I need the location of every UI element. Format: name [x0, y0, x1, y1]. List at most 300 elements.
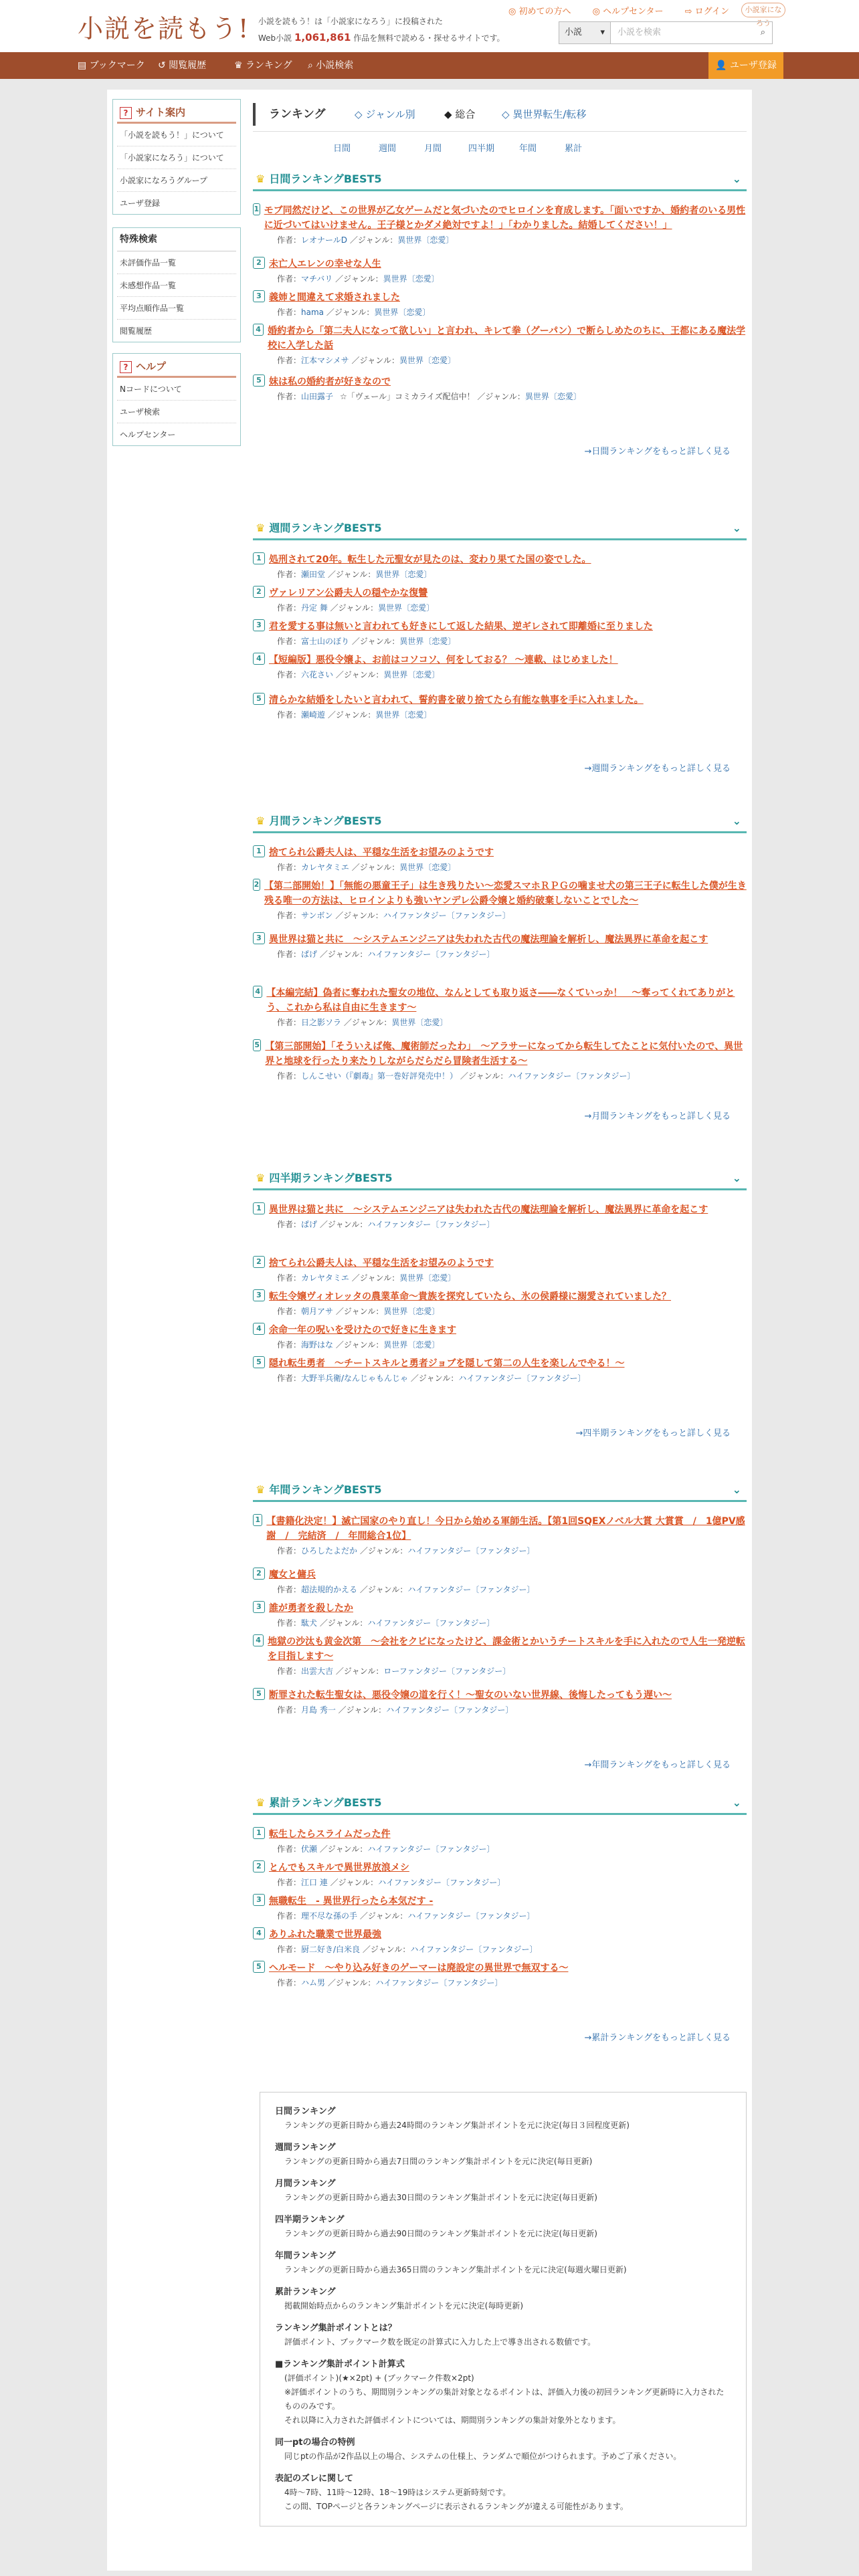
more-ranking-link[interactable]: →日間ランキングをもっと詳しく見る [584, 447, 731, 457]
entry-meta [253, 305, 747, 320]
ranking-entry-second [253, 879, 747, 923]
genre-link[interactable]: 異世界〔恋愛〕 [374, 308, 431, 317]
question-icon: ? [120, 361, 132, 373]
chevron-down-icon[interactable]: ⌄ [732, 815, 741, 827]
crown-icon: ♛ [256, 815, 266, 827]
entry-meta [253, 1069, 747, 1083]
rank-number-badge: 5 [253, 1688, 265, 1700]
sidebar-item-about-yomou[interactable]: 「小説を読もう！」について [117, 124, 236, 146]
chevron-down-icon[interactable]: ⌄ [732, 1172, 741, 1184]
desc-suffix: 作品を無料で読める・探せるサイトです。 [353, 33, 505, 43]
novel-title-link[interactable]: 隠れ転生勇者 ～チートスキルと勇者ジョブを隠して第二の人生を楽しんでやる！～ [269, 1358, 625, 1369]
genre-link[interactable]: ハイファンタジー〔ファンタジー〕 [367, 1220, 495, 1229]
author-link[interactable]: 瀬田堂 [301, 570, 326, 579]
author-link[interactable]: 理不尽な孫の手 [301, 1911, 358, 1921]
author-link[interactable]: カレヤタミエ [301, 1273, 349, 1283]
tab-isekai[interactable] [502, 103, 586, 126]
rank-number-badge: 5 [253, 693, 265, 705]
entry-extra: ☆「ヴェール」コミカライズ配信中！ [340, 392, 475, 401]
rank-number-badge: 1 [253, 1827, 265, 1839]
nav-history-label: 閲覧履歴 [169, 60, 207, 71]
novel-title-link[interactable]: 【第二部開始！】「無能の悪童王子」は生き残りたい～恋愛スマホＲＰＧの噛ませ犬の第三王子に転生した僕が生き残る唯一の方法は、ヒロインよりも強いヤンデレ公爵令嬢と婚約破棄しないことでした～ [264, 881, 747, 906]
search-type-select[interactable] [559, 21, 611, 44]
section-header[interactable] [253, 1168, 747, 1190]
tab-overall-label: 総合 [455, 108, 476, 120]
ranking-entry-second [253, 1568, 747, 1597]
nav-ranking-label: ランキング [246, 60, 292, 71]
search-type-value: 小説 [565, 27, 583, 37]
note-text: ランキングの更新日時から過去24時間のランキング集計ポイントを元に決定(毎日３回程度更新) [284, 2121, 630, 2130]
author-link[interactable]: 六花さい [301, 670, 334, 679]
author-link[interactable]: 丹定 舞 [301, 603, 328, 613]
sidebar-item-group[interactable]: 小説家になろうグループ [117, 169, 236, 192]
diamond-icon: ◇ [355, 108, 363, 120]
ranking-entry-fifth [253, 1039, 747, 1083]
genre-label: ／ジャンル： [359, 1546, 408, 1555]
novel-title-link[interactable]: 妹は私の婚約者が好きなので [269, 377, 391, 387]
novel-title-link[interactable]: 転生したらスライムだった件 [269, 1829, 391, 1840]
tab-weekly[interactable]: 週間 [379, 144, 397, 154]
rank-number-badge: 5 [253, 374, 265, 387]
site-description [258, 13, 505, 46]
nav-bookmark[interactable] [78, 52, 145, 79]
tab-monthly[interactable]: 月間 [424, 144, 442, 154]
login-label: ログイン [694, 7, 730, 17]
entry-meta [253, 708, 747, 722]
novel-title-link[interactable]: 異世界は猫と共に ～システムエンジニアは失われた古代の魔法理論を解析し、魔法異界に革命を起こす [269, 1204, 708, 1215]
nav-ranking[interactable] [234, 52, 292, 79]
bookmark-icon: ▤ [78, 60, 87, 71]
tab-overall[interactable] [444, 103, 475, 126]
genre-label: ／ジャンル： [359, 1911, 408, 1921]
novel-title-link[interactable]: 未亡人エレンの幸せな人生 [269, 259, 381, 270]
entry-meta [253, 1337, 747, 1352]
ranking-section [253, 518, 747, 774]
note-heading: 月間ランキング [275, 2179, 336, 2189]
novel-title-link[interactable]: 誰が勇者を殺したか [269, 1603, 353, 1614]
rank-number-badge: 3 [253, 290, 265, 302]
tab-genre[interactable] [355, 103, 415, 126]
author-link[interactable]: 駄犬 [301, 1618, 318, 1628]
author-link[interactable]: 富士山のぼり [301, 637, 350, 646]
genre-label: ／ジャンル： [335, 670, 384, 679]
entry-meta [253, 1543, 747, 1558]
ranking-entry-first [253, 1827, 747, 1856]
genre-link[interactable]: ハイファンタジー〔ファンタジー〕 [407, 1911, 535, 1921]
novel-title-link[interactable]: 義姉と間違えて求婚されました [269, 292, 400, 303]
genre-link[interactable]: 異世界〔恋愛〕 [378, 603, 435, 613]
ranking-entry-second [253, 1256, 747, 1285]
more-ranking-link[interactable]: →月間ランキングをもっと詳しく見る [584, 1111, 731, 1121]
ranking-entry-third [253, 619, 747, 649]
genre-label: ／ジャンル： [335, 1667, 384, 1676]
period-tabs [253, 131, 747, 154]
genre-label: ／ジャンル： [351, 1273, 400, 1283]
genre-link[interactable]: 異世界〔恋愛〕 [383, 274, 440, 284]
entry-meta [253, 667, 747, 682]
genre-link[interactable]: ハイファンタジー〔ファンタジー〕 [367, 1844, 495, 1854]
ranking-entry-third [253, 290, 747, 320]
author-link[interactable]: 厨二好き/白米良 [301, 1945, 361, 1954]
sidebar-help-title: ヘルプ [136, 360, 167, 372]
note-heading: 同一ptの場合の特例 [275, 2438, 355, 2448]
genre-link[interactable]: 異世界〔恋愛〕 [399, 1273, 456, 1283]
author-label: 作者： [277, 274, 302, 284]
author-link[interactable]: ひろしたよだか [301, 1546, 358, 1555]
author-link[interactable]: ハム男 [301, 1978, 326, 1988]
genre-link[interactable]: 異世界〔恋愛〕 [391, 1018, 448, 1027]
rank-number-badge: 3 [253, 1601, 265, 1613]
genre-label: ／ジャンル： [326, 308, 375, 317]
entry-meta [253, 1664, 747, 1679]
author-label: 作者： [277, 863, 302, 872]
section-title: 四半期ランキングBEST5 [269, 1172, 393, 1184]
author-label: 作者： [277, 1018, 302, 1027]
author-link[interactable]: 月島 秀一 [301, 1705, 336, 1715]
rank-number-badge: 1 [253, 845, 265, 857]
author-link[interactable]: 日之影ソラ [301, 1018, 342, 1027]
diamond-filled-icon: ◆ [444, 108, 452, 120]
genre-link[interactable]: ハイファンタジー〔ファンタジー〕 [410, 1945, 538, 1954]
author-label: 作者： [277, 710, 302, 720]
sidebar-item-unreviewed[interactable]: 未感想作品一覧 [117, 274, 236, 297]
rank-number-badge: 2 [253, 1256, 265, 1268]
chevron-down-icon[interactable]: ⌄ [732, 1483, 741, 1496]
rank-number-badge: 4 [253, 324, 264, 336]
novel-title-link[interactable]: 【本編完結】偽者に奪われた聖女の地位、なんとしても取り返さ――なくていっか！ ～奪ってくれてありがとう、これから私は自由に生きます～ [266, 988, 735, 1013]
rank-number-badge: 2 [253, 586, 265, 598]
genre-label: ／ジャンル： [327, 570, 376, 579]
novel-title-link[interactable]: 魔女と傭兵 [269, 1570, 316, 1580]
novel-title-link[interactable]: 君を愛する事は無いと言われても好きにして返した結果、逆ギレされて即離婚に至りました [269, 621, 653, 632]
genre-link[interactable]: ハイファンタジー〔ファンタジー〕 [378, 1878, 506, 1887]
novel-title-link[interactable]: ありふれた職業で世界最強 [269, 1929, 381, 1940]
note-heading: 表記のズレに関して [275, 2474, 354, 2484]
genre-label: ／ジャンル： [362, 1945, 411, 1954]
genre-label: ／ジャンル： [477, 392, 525, 401]
author-label: 作者： [277, 570, 302, 579]
narou-badge[interactable]: 小説家になろう [741, 3, 785, 17]
rank-number-badge: 1 [253, 552, 265, 564]
help-center-link[interactable]: ◎ ヘルプセンター [592, 7, 664, 17]
more-ranking-link[interactable]: →累計ランキングをもっと詳しく見る [584, 2033, 731, 2043]
user-register-button[interactable] [708, 52, 783, 79]
rank-number-badge: 4 [253, 1634, 264, 1646]
genre-label: ／ジャンル： [343, 1018, 392, 1027]
tab-total[interactable]: 累計 [565, 144, 583, 154]
rank-number-badge: 4 [253, 653, 265, 665]
genre-link[interactable]: 異世界〔恋愛〕 [397, 235, 454, 245]
ranking-entry-fifth [253, 693, 747, 722]
rank-number-badge: 1 [253, 1514, 262, 1526]
genre-label: ／ジャンル： [460, 1071, 508, 1081]
novel-title-link[interactable]: 清らかな結婚をしたいと言われて、誓約書を破り捨てたら有能な執事を手に入れました。 [269, 695, 644, 706]
genre-label: ／ジャンル： [338, 1705, 387, 1715]
author-link[interactable]: 海野はな [301, 1340, 334, 1350]
author-label: 作者： [277, 911, 302, 920]
sidebar-item-average[interactable]: 平均点順作品一覧 [117, 297, 236, 320]
ranking-section [253, 1168, 747, 1438]
author-label: 作者： [277, 1844, 302, 1854]
genre-link[interactable]: ハイファンタジー〔ファンタジー〕 [386, 1705, 514, 1715]
novel-title-link[interactable]: 転生令嬢ヴィオレッタの農業革命～貴族を探究していたら、氷の侯爵様に溺愛されていました？ [269, 1291, 672, 1302]
sidebar-item-about-narou[interactable]: 「小説家になろう」について [117, 146, 236, 169]
crown-icon: ♛ [256, 1483, 266, 1496]
crown-icon: ♛ [256, 522, 266, 534]
genre-link[interactable]: ハイファンタジー〔ファンタジー〕 [407, 1585, 535, 1594]
rank-number-badge: 1 [253, 1202, 265, 1214]
nav-history[interactable] [158, 52, 206, 79]
site-logo[interactable]: 小説を読もう! [78, 14, 250, 43]
genre-link[interactable]: 異世界〔恋愛〕 [383, 670, 440, 679]
author-link[interactable]: サンボン [301, 911, 333, 920]
ranking-entry-fourth [253, 653, 747, 682]
genre-link[interactable]: 異世界〔恋愛〕 [375, 570, 432, 579]
author-link[interactable]: ぱげ [301, 1220, 318, 1229]
entry-meta [253, 233, 747, 247]
author-link[interactable]: マチバリ [301, 274, 333, 284]
section-title: 累計ランキングBEST5 [269, 1796, 382, 1809]
novel-title-link[interactable]: ヘルモード ～やり込み好きのゲーマーは廃設定の異世界で無双する～ [269, 1963, 569, 1973]
novel-title-link[interactable]: 【短編版】悪役令嬢よ、お前はコソコソ、何をしておる？ ～連載、はじめました！ [269, 655, 618, 665]
work-count: 1,061,861 [294, 31, 351, 43]
crown-icon: ♛ [256, 1172, 266, 1184]
novel-title-link[interactable]: 地獄の沙汰も黄金次第 ～会社をクビになったけど、課金術とかいうチートスキルを手に入れたので人生一発逆転を目指します～ [268, 1636, 745, 1662]
note-text: 掲載開始時点からのランキング集計ポイントを元に決定(毎時更新) [284, 2301, 524, 2311]
genre-label: ／ジャンル： [327, 710, 376, 720]
entry-meta [253, 1616, 747, 1630]
genre-link[interactable]: 異世界〔恋愛〕 [524, 392, 581, 401]
novel-title-link[interactable]: 【書籍化決定！】滅亡国家のやり直し！今日から始める軍師生活。【第1回SQEXノベル大賞 大賞賞 / 1億PV感謝 / 完結済 / 年間総合1位】 [266, 1516, 745, 1541]
rank-number-badge: 2 [253, 879, 260, 891]
author-link[interactable]: 大野半兵衛/なんじゃもんじゃ [301, 1374, 409, 1383]
novel-title-link[interactable]: 捨てられ公爵夫人は、平穏な生活をお望みのようです [269, 1258, 494, 1269]
novel-title-link[interactable]: とんでもスキルで異世界放浪メシ [269, 1862, 409, 1873]
note-heading: ■ランキング集計ポイント計算式 [275, 2359, 405, 2369]
genre-label: ／ジャンル： [359, 1585, 408, 1594]
note-text: 同じptの作品が2作品以上の場合、システムの仕様上、ランダムで順位がつけられます。予めご了承ください。 [284, 2452, 682, 2461]
author-link[interactable]: 超法規的かえる [301, 1585, 358, 1594]
ranking-entry-fifth [253, 1356, 747, 1386]
chevron-down-icon: ▾ [600, 27, 605, 37]
ranking-entry-fourth [253, 1323, 747, 1352]
genre-link[interactable]: 異世界〔恋愛〕 [399, 637, 456, 646]
author-link[interactable]: ぱげ [301, 950, 318, 959]
genre-link[interactable]: 異世界〔恋愛〕 [375, 710, 432, 720]
note-heading: 累計ランキング [275, 2287, 336, 2297]
crown-icon: ♛ [234, 60, 243, 71]
search-input[interactable] [611, 21, 773, 44]
entry-meta [253, 353, 747, 368]
rank-number-badge: 2 [253, 257, 265, 269]
genre-label: ／ジャンル： [335, 274, 383, 284]
entry-meta [253, 1371, 747, 1386]
ranking-section [253, 811, 747, 1121]
note-text: 4時〜7時、11時〜12時、18〜19時はシステム更新時刻です。 この間、TOPページと各ランキングページに表示されるランキングが違える可能性があります。 [284, 2488, 628, 2511]
genre-label: ／ジャンル： [410, 1374, 459, 1383]
section-header[interactable] [253, 1792, 747, 1815]
author-label: 作者： [277, 1273, 302, 1283]
rank-number-badge: 4 [253, 1323, 265, 1335]
sidebar-item-user-search[interactable]: ユーザ検索 [117, 401, 236, 423]
entry-meta [253, 634, 747, 649]
author-link[interactable]: 朝月アサ [301, 1307, 334, 1316]
entry-meta [253, 1582, 747, 1597]
sidebar-special [112, 227, 241, 342]
section-header[interactable] [253, 811, 747, 833]
section-title: 年間ランキングBEST5 [269, 1483, 382, 1496]
nav-search-label: 小説検索 [316, 60, 354, 71]
genre-link[interactable]: 異世界〔恋愛〕 [383, 1307, 440, 1316]
note-heading: 四半期ランキング [275, 2215, 345, 2225]
tab-quarterly[interactable]: 四半期 [468, 144, 495, 154]
genre-link[interactable]: ハイファンタジー〔ファンタジー〕 [458, 1374, 586, 1383]
genre-link[interactable]: ハイファンタジー〔ファンタジー〕 [367, 950, 495, 959]
note-heading: 日間ランキング [275, 2107, 336, 2117]
ranking-entry-second [253, 257, 747, 286]
ranking-entry-first [253, 203, 747, 247]
genre-label: ／ジャンル： [351, 637, 400, 646]
tab-daily[interactable]: 日間 [333, 144, 351, 154]
entry-meta [253, 908, 747, 923]
ranking-section [253, 1792, 747, 2043]
rank-number-badge: 1 [253, 203, 260, 215]
entry-meta [253, 1217, 747, 1232]
ranking-entry-third [253, 1289, 747, 1319]
note-text: (評価ポイント)(★×2pt) + (ブックマーク件数×2pt) ※評価ポイントのうち、期間別ランキングの集計対象となるポイントは、評価入力後の初回ランキング更新時に入力されたもののみです。 それ以降に入力された評価ポイントについては、期間別ランキングの集計対象外となります。 [284, 2373, 725, 2425]
ranking-entry-fifth [253, 374, 747, 404]
desc-prefix: Web小説 [258, 33, 292, 43]
novel-title-link[interactable]: 余命一年の呪いを受けたので好きに生きます [269, 1325, 456, 1335]
content-container [107, 90, 752, 2571]
entry-meta [253, 1909, 747, 1923]
rank-number-badge: 2 [253, 1568, 265, 1580]
genre-link[interactable]: 異世界〔恋愛〕 [399, 356, 456, 365]
genre-label: ／ジャンル： [349, 235, 398, 245]
genre-link[interactable]: ハイファンタジー〔ファンタジー〕 [407, 1546, 535, 1555]
novel-title-link[interactable]: 無職転生 - 異世界行ったら本気だす - [269, 1896, 434, 1907]
tab-yearly[interactable]: 年間 [519, 144, 537, 154]
genre-link[interactable]: ローファンタジー〔ファンタジー〕 [383, 1667, 511, 1676]
diamond-icon: ◇ [502, 108, 510, 120]
genre-link[interactable]: ハイファンタジー〔ファンタジー〕 [367, 1618, 495, 1628]
section-header[interactable] [253, 518, 747, 540]
genre-link[interactable]: 異世界〔恋愛〕 [383, 1340, 440, 1350]
chevron-down-icon[interactable]: ⌄ [732, 173, 741, 185]
entry-meta [253, 1975, 747, 1990]
novel-title-link[interactable]: 処刑されて20年。転生した元聖女が見たのは、変わり果てた国の姿でした。 [269, 554, 591, 565]
top-links [508, 4, 748, 17]
ranking-entry-fifth [253, 1688, 747, 1717]
author-label: 作者： [277, 1071, 302, 1081]
genre-label: ／ジャンル： [319, 1618, 368, 1628]
genre-link[interactable]: ハイファンタジー〔ファンタジー〕 [508, 1071, 636, 1081]
chevron-down-icon[interactable]: ⌄ [732, 522, 741, 534]
genre-link[interactable]: 異世界〔恋愛〕 [399, 863, 456, 872]
more-ranking-link[interactable]: →週間ランキングをもっと詳しく見る [584, 764, 731, 774]
more-ranking-link[interactable]: →四半期ランキングをもっと詳しく見る [575, 1428, 731, 1438]
sidebar-item-ncode[interactable]: Nコードについて [117, 378, 236, 401]
author-link[interactable]: 江口 連 [301, 1878, 328, 1887]
author-link[interactable]: 江本マシメサ [301, 356, 349, 365]
author-link[interactable]: 伏瀬 [301, 1844, 318, 1854]
author-link[interactable]: 出雲大吉 [301, 1667, 334, 1676]
author-label: 作者： [277, 1546, 302, 1555]
entry-meta [253, 1842, 747, 1856]
ranking-entry-first [253, 552, 747, 582]
novel-title-link[interactable]: 【第三部開始】「そういえば俺、魔術師だったわ」 ～アラサーになってから転生してたことに気付いたので、異世界と地球を行ったり来たりしながらだらだら冒険者生活する～ [265, 1041, 743, 1067]
entry-meta [253, 947, 747, 962]
more-ranking-link[interactable]: →年間ランキングをもっと詳しく見る [584, 1760, 731, 1770]
author-link[interactable]: しんこせい（『劇毒』第一巻好評発売中！） [301, 1071, 458, 1081]
search-icon[interactable]: ⌕ [760, 27, 765, 37]
sidebar-item-help-center[interactable]: ヘルプセンター [120, 430, 176, 439]
author-link[interactable]: レオナールD [301, 235, 348, 245]
first-time-link[interactable]: ◎ 初めての方へ [508, 7, 571, 17]
novel-title-link[interactable]: 異世界は猫と共に ～システムエンジニアは失われた古代の魔法理論を解析し、魔法異界に革命を起こす [269, 934, 708, 945]
author-link[interactable]: hama [301, 308, 324, 317]
author-link[interactable]: カレヤタミエ [301, 863, 349, 872]
crown-icon: ♛ [256, 1796, 266, 1809]
sidebar-item-unrated[interactable]: 未評価作品一覧 [117, 251, 236, 274]
genre-link[interactable]: ハイファンタジー〔ファンタジー〕 [383, 911, 510, 920]
rank-number-badge: 5 [253, 1039, 261, 1051]
entry-meta [253, 1942, 747, 1957]
chevron-down-icon[interactable]: ⌄ [732, 1796, 741, 1809]
genre-link[interactable]: ハイファンタジー〔ファンタジー〕 [375, 1978, 503, 1988]
novel-title-link[interactable]: 婚約者から「第二夫人になって欲しい」と言われ、キレて拳（グーパン）で断らしめたのちに、王都にある魔法学校に入学した話 [268, 326, 746, 351]
genre-label: ／ジャンル： [335, 1340, 384, 1350]
author-label: 作者： [277, 1978, 302, 1988]
rank-number-badge: 3 [253, 932, 265, 944]
ranking-entry-second [253, 586, 747, 615]
entry-meta [253, 860, 747, 875]
crown-icon: ♛ [256, 173, 266, 185]
novel-title-link[interactable]: 断罪された転生聖女は、悪役令嬢の道を行く！～聖女のいない世界線、後悔したってもう遅い～ [269, 1690, 672, 1701]
entry-meta [253, 567, 747, 582]
sidebar-item-history[interactable]: 閲覧履歴 [120, 326, 153, 336]
sidebar-guide [112, 99, 241, 215]
login-link[interactable]: ⇨ ログイン [684, 7, 730, 17]
ranking-entry-first [253, 1202, 747, 1232]
sidebar-help-heading [117, 354, 236, 378]
search-bar [559, 21, 773, 44]
rank-number-badge: 5 [253, 1356, 265, 1368]
sidebar-item-register[interactable]: ユーザ登録 [120, 199, 161, 208]
author-label: 作者： [277, 308, 302, 317]
note-text: ランキングの更新日時から過去365日間のランキング集計ポイントを元に決定(毎週火曜日更新) [284, 2265, 627, 2274]
author-label: 作者： [277, 1945, 302, 1954]
section-header[interactable] [253, 1479, 747, 1502]
novel-title-link[interactable]: モブ同然だけど、この世界が乙女ゲームだと気づいたのでヒロインを育成します。「面いですか、婚約者のいる男性に近づいてはいけません。王子様とかダメ絶対ですよ！」「わかりました。結婚してください！」 [264, 205, 746, 231]
novel-title-link[interactable]: 捨てられ公爵夫人は、平穏な生活をお望みのようです [269, 847, 494, 858]
entry-meta [253, 1271, 747, 1285]
novel-title-link[interactable]: ヴァレリアン公爵夫人の穏やかな復讐 [269, 588, 428, 599]
note-text: ランキングの更新日時から過去90日間のランキング集計ポイントを元に決定(毎日更新) [284, 2229, 597, 2238]
ranking-notes [260, 2092, 747, 2527]
author-link[interactable]: 山田露子 [301, 392, 334, 401]
author-label: 作者： [277, 1911, 302, 1921]
note-heading: 週間ランキング [275, 2143, 336, 2153]
note-heading: ランキング集計ポイントとは？ [275, 2323, 397, 2333]
section-header[interactable] [253, 169, 747, 191]
author-link[interactable]: 瀬崎遊 [301, 710, 326, 720]
genre-label: ／ジャンル： [351, 863, 400, 872]
genre-label: ／ジャンル： [330, 603, 379, 613]
rank-number-badge: 3 [253, 1289, 265, 1301]
nav-search[interactable] [308, 52, 353, 79]
sidebar-guide-title: サイト案内 [136, 106, 185, 118]
